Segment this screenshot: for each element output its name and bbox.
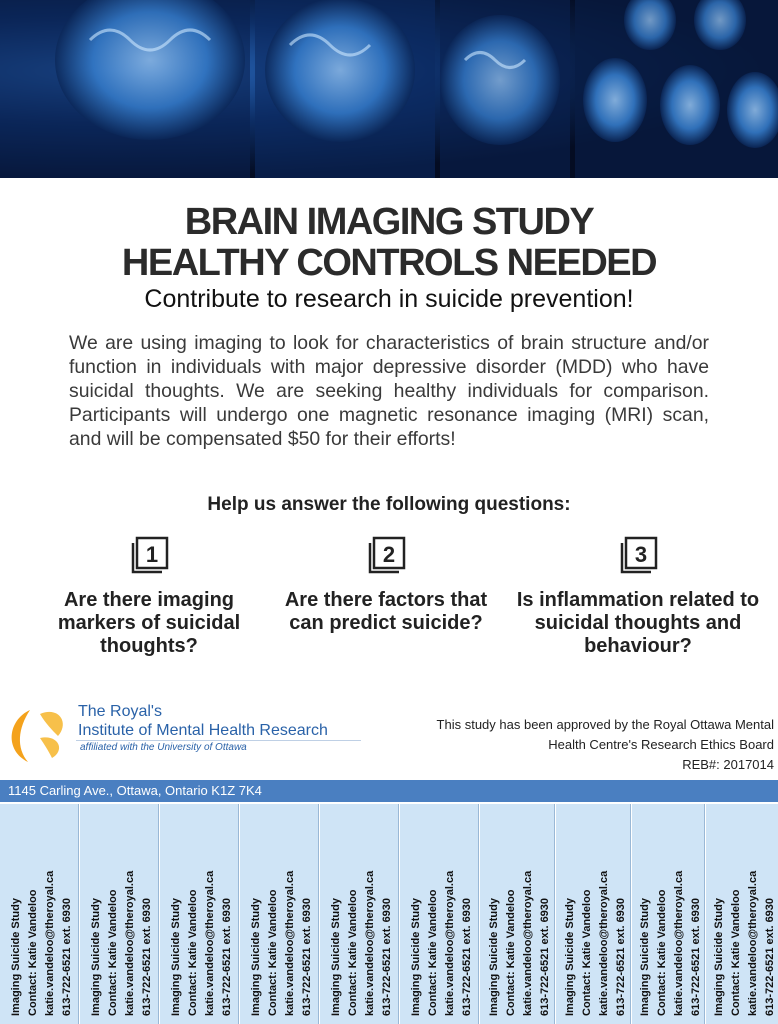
tear-off-tab[interactable]: Imaging Suicide Study Contact: Katie Vandeloo katie.vandeloo@theroyal.ca 613-722-6521 ext. 6930 (0, 804, 79, 1024)
questions-heading: Help us answer the following questions: (207, 494, 571, 515)
svg-text:2: 2 (382, 542, 396, 567)
tear-off-tab[interactable]: Imaging Suicide Study Contact: Katie Vandeloo katie.vandeloo@theroyal.ca 613-722-6521 ext. 6930 (556, 804, 631, 1024)
ethics-line-2: Health Centre's Research Ethics Board (548, 737, 774, 752)
tear-off-tab[interactable]: Imaging Suicide Study Contact: Katie Vandeloo katie.vandeloo@theroyal.ca 613-722-6521 ext. 6930 (160, 804, 239, 1024)
svg-text:1: 1 (145, 542, 159, 567)
question-2 (283, 536, 489, 635)
tear-off-tab[interactable]: Imaging Suicide Study Contact: Katie Vandeloo katie.vandeloo@theroyal.ca 613-722-6521 ext. 6930 (80, 804, 159, 1024)
tear-off-tab[interactable]: Imaging Suicide Study Contact: Katie Vandeloo katie.vandeloo@theroyal.ca 613-722-6521 ext. 6930 (632, 804, 705, 1024)
number-1-icon (129, 536, 169, 576)
tear-off-tab[interactable]: Imaging Suicide Study Contact: Katie Vandeloo katie.vandeloo@theroyal.ca 613-722-6521 ext. 6930 (240, 804, 319, 1024)
question-1 (40, 536, 258, 658)
subtitle: Contribute to research in suicide prevention! (144, 285, 634, 313)
svg-text:3: 3 (634, 542, 648, 567)
reb-number: REB#: 2017014 (682, 757, 774, 772)
ethics-line-1: This study has been approved by the Royal Ottawa Mental (436, 717, 774, 732)
tear-off-tab[interactable]: Imaging Suicide Study Contact: Katie Vandeloo katie.vandeloo@theroyal.ca 613-722-6521 ext. 6930 (320, 804, 399, 1024)
tear-off-tab[interactable]: Imaging Suicide Study Contact: Katie Vandeloo katie.vandeloo@theroyal.ca 613-722-6521 ext. 6930 (400, 804, 479, 1024)
title-line-1: BRAIN IMAGING STUDY (184, 201, 594, 243)
question-3 (508, 536, 768, 658)
number-2-icon (366, 536, 406, 576)
tear-off-tab[interactable]: Imaging Suicide Study Contact: Katie Vandeloo katie.vandeloo@theroyal.ca 613-722-6521 ext. 6930 (706, 804, 778, 1024)
logo-line-3: affiliated with the University of Ottawa (80, 742, 247, 753)
logo-line-2: Institute of Mental Health Research (78, 722, 328, 739)
address: 1145 Carling Ave., Ottawa, Ontario K1Z 7K4 (8, 783, 262, 798)
logo-line-1: The Royal's (78, 703, 162, 720)
question-2-text: Are there factors that can predict suicide? (284, 589, 488, 634)
question-3-text: Is inflammation related to suicidal thoughts and behaviour? (516, 589, 760, 657)
address-bar (0, 780, 778, 802)
study-description: We are using imaging to look for characteristics of brain structure and/or function in individuals with major depressive disorder (MDD) who have suicidal thoughts. We are seeking healthy individuals for comparison. Participants will undergo one magnetic resonance imaging (MRI) scan, and will be compensated $50 for their efforts! (69, 332, 709, 450)
mri-banner-image (0, 0, 778, 178)
title-line-2: HEALTHY CONTROLS NEEDED (121, 242, 657, 284)
tear-off-tabs (0, 802, 778, 1024)
tear-off-tab[interactable]: Imaging Suicide Study Contact: Katie Vandeloo katie.vandeloo@theroyal.ca 613-722-6521 ext. 6930 (480, 804, 555, 1024)
question-1-text: Are there imaging markers of suicidal thoughts? (57, 589, 241, 657)
number-3-icon (618, 536, 658, 576)
ethics-approval (384, 715, 774, 775)
